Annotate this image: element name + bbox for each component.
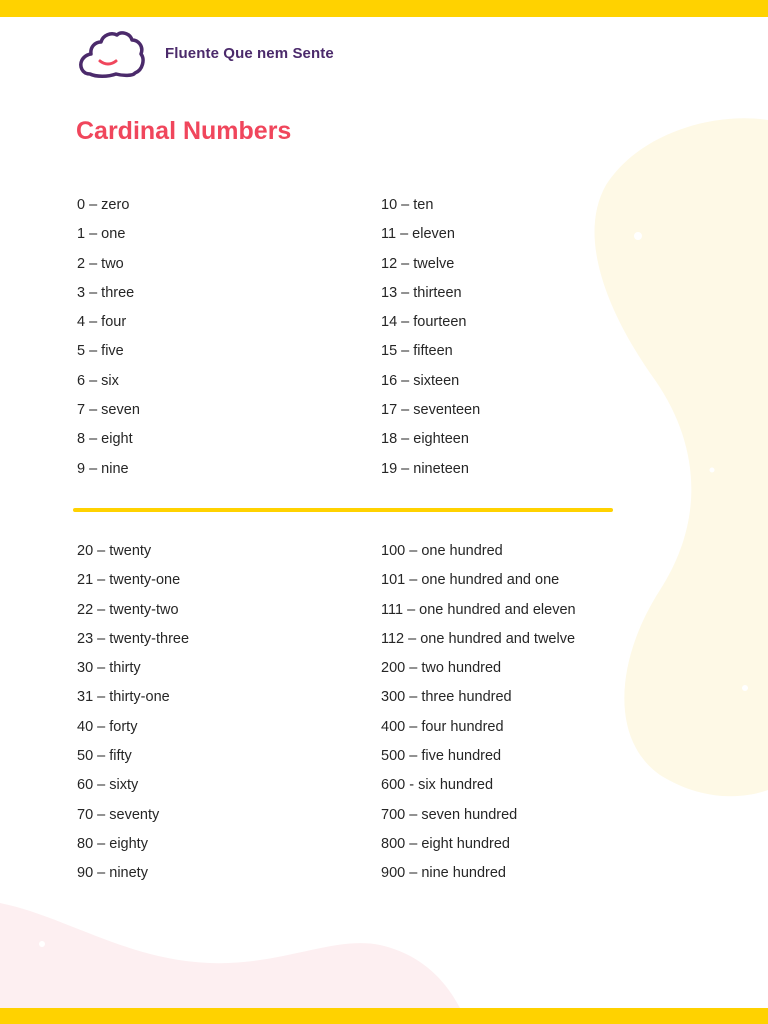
- list-item: 400 – four hundred: [381, 718, 504, 735]
- list-item: 112 – one hundred and twelve: [381, 630, 576, 647]
- list-item: 40 – forty: [77, 718, 138, 735]
- list-item: 0 – zero: [77, 197, 130, 213]
- list-item: 17 – seventeen: [381, 402, 481, 419]
- list-item: 8 – eight: [77, 431, 133, 448]
- list-item: 500 – five hundred: [381, 748, 502, 765]
- list-item: 30 – thirty: [77, 660, 141, 677]
- list-item: 7 – seven: [77, 402, 140, 419]
- pink-blob-shape: [0, 903, 460, 1008]
- list-item: 11 – eleven: [381, 226, 455, 243]
- list-item: 15 – fifteen: [381, 343, 453, 360]
- list-item: 13 – thirteen: [381, 284, 462, 301]
- bottom-accent-bar: [0, 1008, 768, 1024]
- list-item: 70 – seventy: [77, 806, 160, 823]
- list-item: 800 – eight hundred: [381, 835, 510, 852]
- units-list: [77, 195, 140, 488]
- list-item: 100 – one hundred: [381, 543, 503, 559]
- list-item: 3 – three: [77, 284, 135, 301]
- teens-list: [381, 195, 480, 488]
- cloud-smile-icon: [78, 30, 146, 78]
- blob-dot: [634, 232, 642, 240]
- section-divider: [73, 508, 613, 512]
- blob-dot: [742, 685, 748, 691]
- list-item: 19 – nineteen: [381, 460, 469, 477]
- list-item: 9 – nine: [77, 460, 129, 477]
- list-item: 10 – ten: [381, 197, 434, 213]
- list-item: 20 – twenty: [77, 543, 152, 559]
- list-item: 60 – sixty: [77, 777, 139, 794]
- list-item: 50 – fifty: [77, 748, 132, 765]
- list-item: 90 – ninety: [77, 865, 148, 882]
- list-item: 6 – six: [77, 372, 119, 389]
- list-item: 18 – eighteen: [381, 431, 469, 448]
- list-item: 111 – one hundred and eleven: [381, 601, 576, 618]
- list-item: 101 – one hundred and one: [381, 572, 560, 589]
- hundreds-list: [381, 541, 576, 893]
- list-item: 4 – four: [77, 314, 127, 331]
- list-item: 5 – five: [77, 343, 124, 360]
- list-item: 16 – sixteen: [381, 372, 460, 389]
- list-item: 31 – thirty-one: [77, 689, 170, 706]
- list-item: 200 – two hundred: [381, 660, 502, 677]
- list-item: 22 – twenty-two: [77, 601, 179, 618]
- blob-dot: [39, 941, 45, 947]
- top-accent-bar: [0, 0, 768, 17]
- tens-list: [77, 541, 189, 893]
- list-item: 600 - six hundred: [381, 777, 494, 794]
- blob-dot: [710, 468, 715, 473]
- list-item: 1 – one: [77, 226, 126, 243]
- list-item: 14 – fourteen: [381, 314, 467, 331]
- list-item: 2 – two: [77, 255, 124, 272]
- list-item: 12 – twelve: [381, 255, 455, 272]
- list-item: 700 – seven hundred: [381, 806, 518, 823]
- list-item: 23 – twenty-three: [77, 630, 190, 647]
- list-item: 80 – eighty: [77, 835, 148, 852]
- brand-name: Fluente Que nem Sente: [165, 45, 334, 62]
- list-item: 300 – three hundred: [381, 689, 512, 706]
- yellow-blob-shape: [595, 118, 768, 796]
- list-item: 900 – nine hundred: [381, 865, 506, 882]
- list-item: 21 – twenty-one: [77, 572, 181, 589]
- page-title: Cardinal Numbers: [76, 117, 292, 145]
